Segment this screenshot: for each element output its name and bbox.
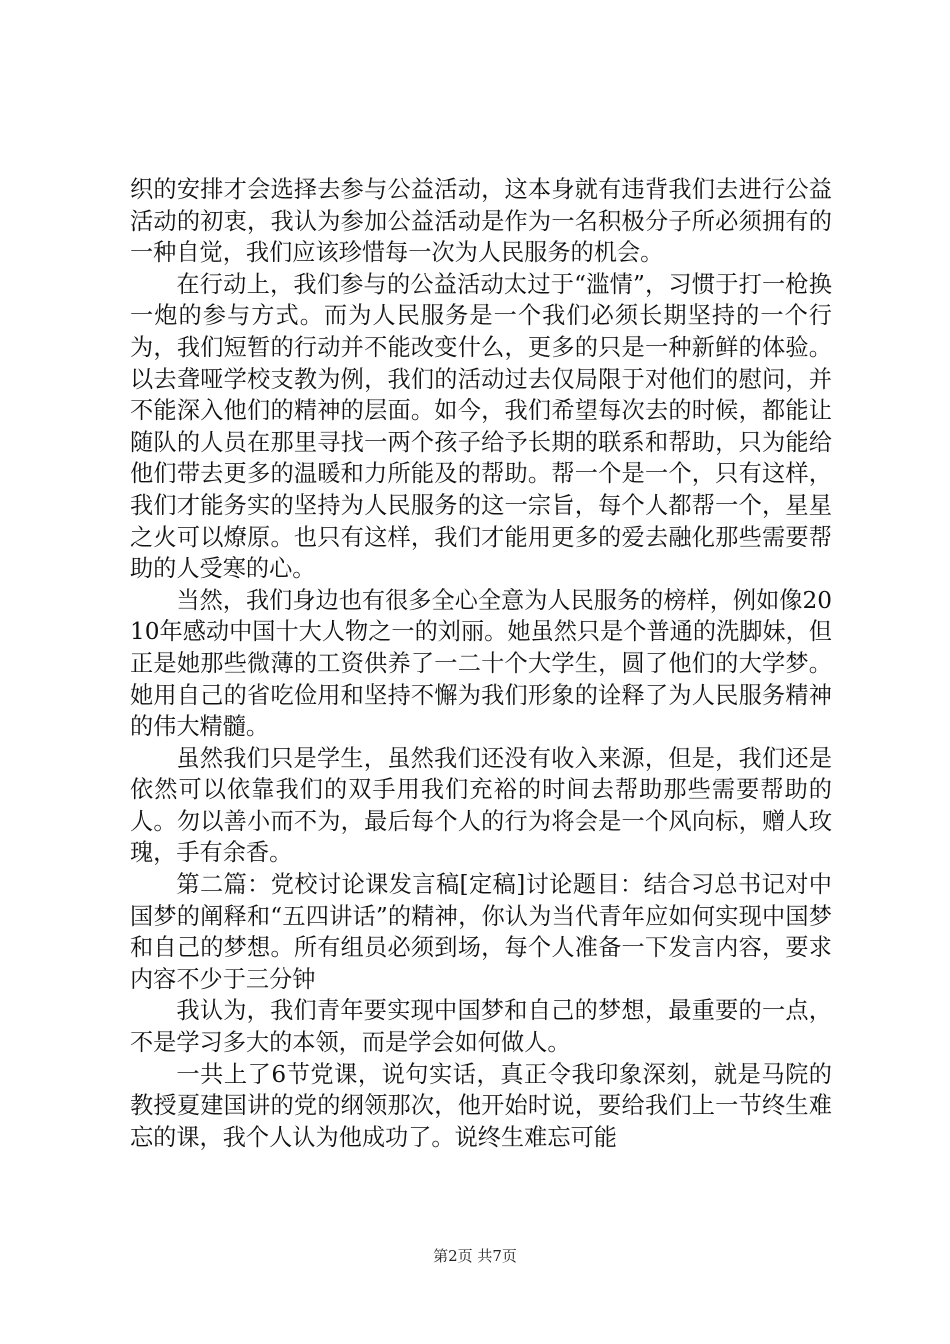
- document-body: [130, 174, 832, 1153]
- paragraph-2: 在行动上，我们参与的公益活动太过于“滥情”，习惯于打一枪换一炮的参与方式。而为人民服务是一个我们必须长期坚持的一个行为，我们短暂的行动并不能改变什么，更多的只是一种新鲜的体验。以去聋哑学校支教为例，我们的活动过去仅局限于对他们的慰问，并不能深入他们的精神的层面。如今，我们希望每次去的时候，都能让随队的人员在那里寻找一两个孩子给予长期的联系和帮助，只为能给他们带去更多的温暖和力所能及的帮助。帮一个是一个，只有这样，我们才能务实的坚持为人民服务的这一宗旨，每个人都帮一个，星星之火可以燎原。也只有这样，我们才能用更多的爱去融化那些需要帮助的人受寒的心。: [130, 270, 832, 583]
- paragraph-4: 虽然我们只是学生，虽然我们还没有收入来源，但是，我们还是依然可以依靠我们的双手用我们充裕的时间去帮助那些需要帮助的人。勿以善小而不为，最后每个人的行为将会是一个风向标，赠人玫瑰，手有余香。: [130, 744, 832, 867]
- paragraph-7: 一共上了6节党课，说句实话，真正令我印象深刻，就是马院的教授夏建国讲的党的纲领那次，他开始时说，要给我们上一节终生难忘的课，我个人认为他成功了。说终生难忘可能: [130, 1060, 832, 1151]
- paragraph-1: 织的安排才会选择去参与公益活动，这本身就有违背我们去进行公益活动的初衷，我认为参加公益活动是作为一名积极分子所必须拥有的一种自觉，我们应该珍惜每一次为人民服务的机会。: [130, 176, 832, 267]
- page-footer: 第2页 共7页: [433, 1247, 517, 1265]
- paragraph-3: 当然，我们身边也有很多全心全意为人民服务的榜样，例如像2010年感动中国十大人物之一的刘丽。她虽然只是个普通的洗脚妹，但正是她那些微薄的工资供养了一二十个大学生，圆了他们的大学梦。她用自己的省吃俭用和坚持不懈为我们形象的诠释了为人民服务精神的伟大精髓。: [130, 586, 832, 741]
- paragraph-5-section-heading: 第二篇：党校讨论课发言稿[定稿]讨论题目：结合习总书记对中国梦的阐释和“五四讲话”的精神，你认为当代青年应如何实现中国梦和自己的梦想。所有组员必须到场，每个人准备一下发言内容，要求内容不少于三分钟: [130, 871, 832, 993]
- paragraph-6: 我认为，我们青年要实现中国梦和自己的梦想，最重要的一点，不是学习多大的本领，而是学会如何做人。: [130, 997, 832, 1057]
